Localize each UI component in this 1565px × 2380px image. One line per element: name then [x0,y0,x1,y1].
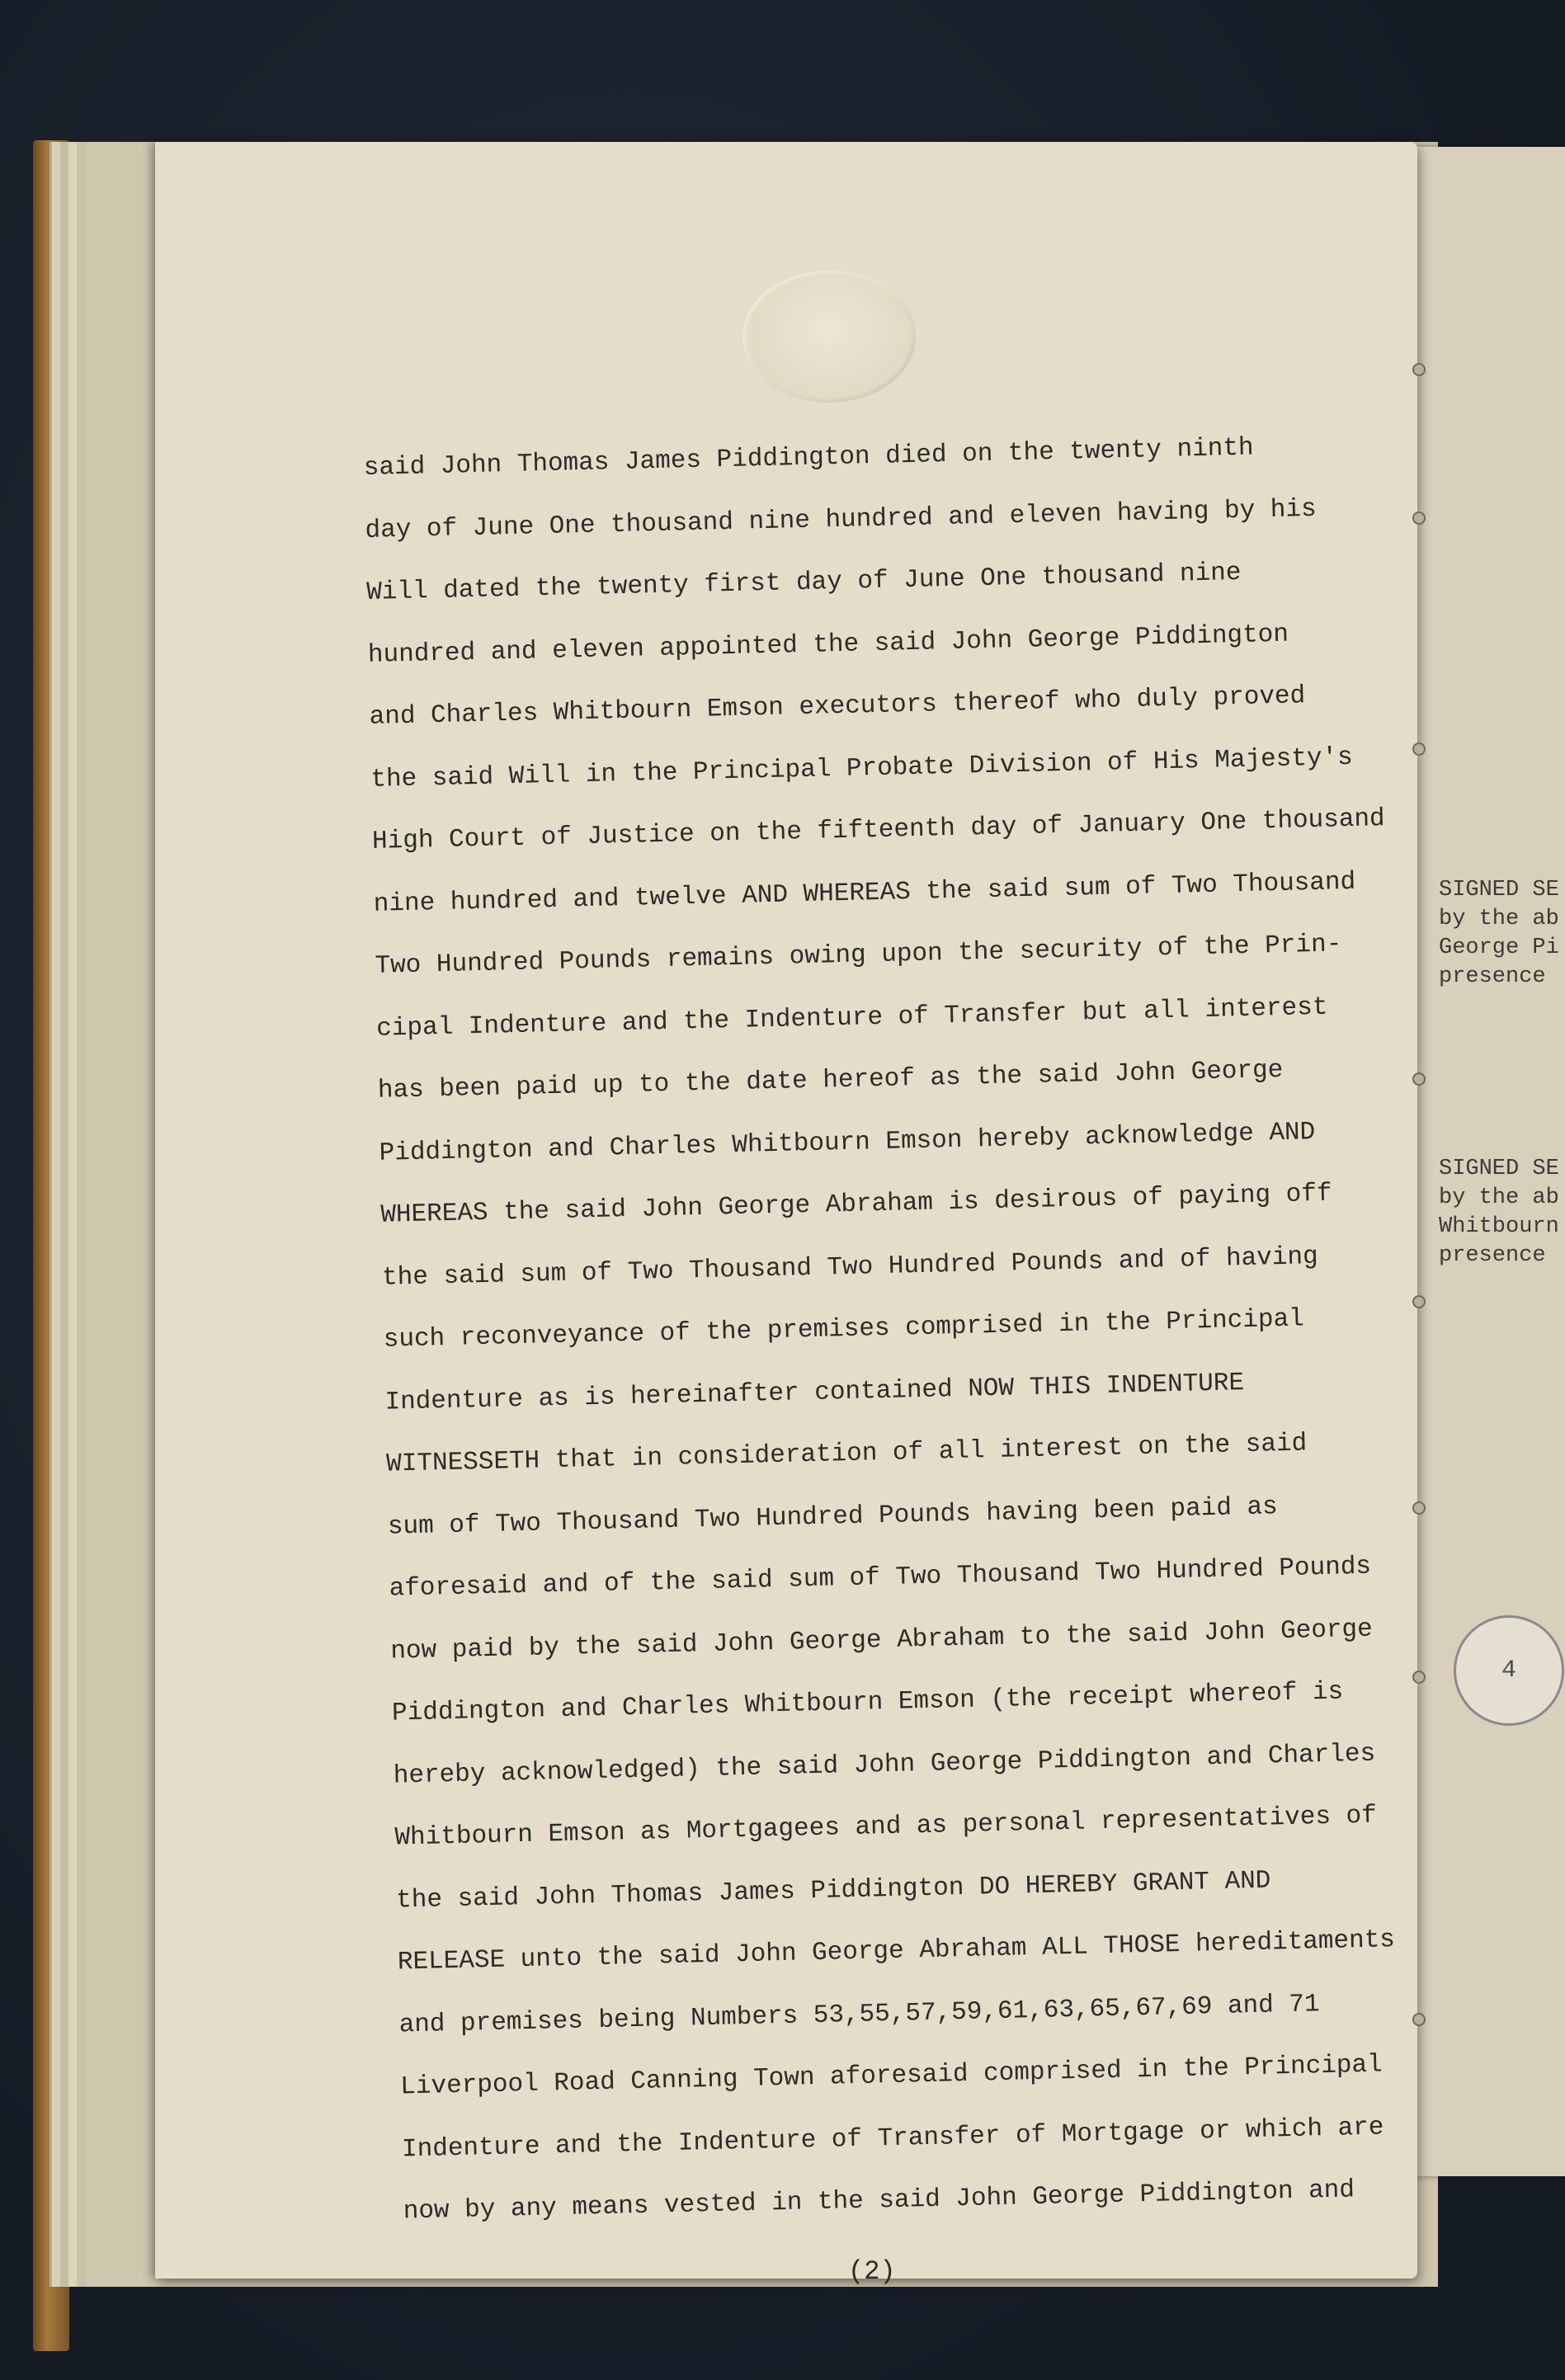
text-line: such reconveyance of the premises comprised in the Principal [383,1304,1305,1355]
text-line: now paid by the said John George Abraham to the said John George [389,1614,1374,1666]
text-line: Indenture as is hereinafter contained NOW THIS INDENTURE [384,1368,1245,1417]
text-line: now by any means vested in the said John George Piddington and [403,2175,1355,2227]
text-line: has been paid up to the date hereof as the said John George [377,1055,1284,1105]
text-line: sum of Two Thousand Two Hundred Pounds having been paid as [387,1492,1279,1542]
text-line: day of June One thousand nine hundred and eleven having by his [365,494,1318,545]
text-line: WITNESSETH that in consideration of all interest on the said [385,1429,1308,1479]
binding-ring-icon [1412,363,1426,376]
facing-page-block-a: SIGNED SE by the ab George Pi presence [1439,878,1559,989]
text-line: and premises being Numbers 53,55,57,59,61,63,65,67,69 and 71 [398,1989,1320,2039]
document-body [363,413,1476,2243]
text-line: RELEASE unto the said John George Abraham ALL THOSE hereditaments [397,1925,1396,1977]
text-line: Liverpool Road Canning Town aforesaid comprised in the Principal [399,2050,1384,2102]
embossed-seal-icon [742,271,916,403]
text-line: the said Will in the Principal Probate Division of His Majesty's [370,742,1354,794]
text-line: Two Hundred Pounds remains owing upon the security of the Prin- [375,930,1342,981]
text-line: the said sum of Two Thousand Two Hundred Pounds and of having [381,1242,1319,1293]
text-line: cipal Indenture and the Indenture of Transfer but all interest [375,992,1328,1044]
text-line: and Charles Whitbourn Emson executors thereof who duly proved [369,681,1306,732]
text-line: WHEREAS the said John George Abraham is desirous of paying off [380,1179,1332,1230]
text-line: said John Thomas James Piddington died on the twenty ninth [363,433,1254,483]
text-line: Piddington and Charles Whitbourn Emson hereby acknowledge AND [379,1117,1316,1168]
text-line: High Court of Justice on the fifteenth day of January One thousand [371,804,1386,856]
stamp-text: 4 [1501,1657,1516,1685]
text-line: Piddington and Charles Whitbourn Emson (the receipt whereof is [391,1677,1344,1728]
text-line: Indenture and the Indenture of Transfer of Mortgage or which are [401,2112,1384,2164]
text-line: Will dated the twenty first day of June One thousand nine [365,558,1242,607]
text-line: nine hundred and twelve AND WHEREAS the said sum of Two Thousand [373,867,1356,919]
text-line: hundred and eleven appointed the said John George Piddington [367,620,1289,670]
text-line: the said John Thomas James Piddington DO HEREBY GRANT AND [395,1865,1271,1916]
text-line: hereby acknowledged) the said John George Piddington and Charles [393,1739,1376,1791]
text-line: Whitbourn Emson as Mortgagees and as personal representatives of [394,1801,1378,1853]
text-line: aforesaid and of the said sum of Two Thousand Two Hundred Pounds [389,1552,1372,1604]
library-stamp [1454,1615,1564,1726]
facing-page-block-b: SIGNED SE by the ab Whitbourn presence [1439,1157,1559,1268]
page-number: (2) [848,2256,896,2287]
